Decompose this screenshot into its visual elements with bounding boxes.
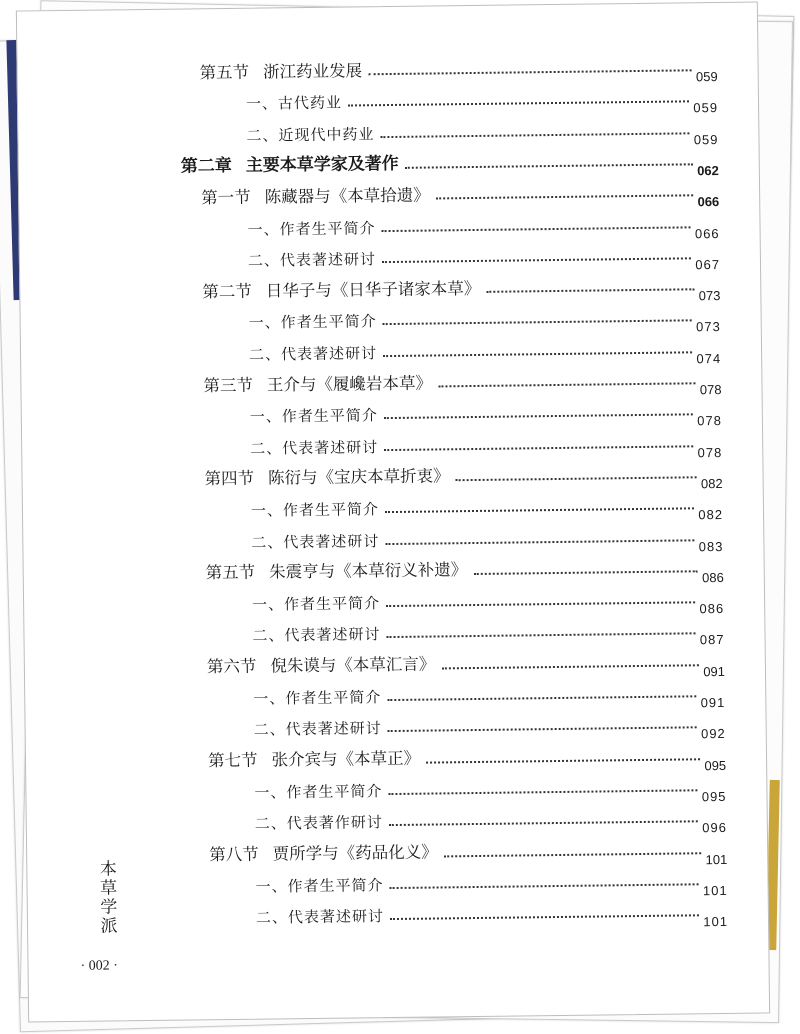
toc-entry-title: 二、代表著述研讨: [247, 249, 377, 270]
dot-leader: [436, 194, 694, 199]
dot-leader: [444, 852, 702, 857]
toc-entry-page-number: 067: [695, 256, 721, 273]
toc-subsection-entry: [247, 329, 722, 366]
toc-subsection-entry: [244, 78, 719, 116]
toc-section-entry: [201, 172, 720, 210]
toc-entry-title: 二、代表著述研讨: [253, 719, 382, 740]
toc-entry-number: 第四节: [204, 469, 255, 489]
toc-entry-page-number: 078: [697, 413, 723, 429]
toc-entry-number: 第八节: [209, 844, 259, 865]
toc-entry-title: 一、作者生平简介: [249, 406, 378, 427]
dot-leader: [473, 570, 698, 575]
toc-entry-title: 浙江药业发展: [262, 60, 363, 82]
toc-entry-title: 二、代表著述研讨: [250, 437, 379, 458]
toc-entry-page-number: 095: [704, 757, 727, 773]
toc-entry-title: 贾所学与《药品化义》: [272, 842, 438, 864]
toc-entry-page-number: 096: [702, 820, 727, 836]
toc-subsection-entry: [249, 485, 724, 523]
toc-entry-title: 倪朱谟与《本草汇言》: [270, 654, 436, 676]
toc-subsection-entry: [248, 423, 723, 460]
dot-leader: [384, 414, 693, 420]
toc-subsection-entry: [245, 203, 720, 241]
dot-leader: [368, 69, 692, 75]
toc-entry-number: 第七节: [207, 750, 258, 771]
toc-entry-page-number: 074: [696, 350, 722, 366]
dot-leader: [389, 820, 698, 826]
toc-entry-number: 第五节: [205, 562, 256, 583]
toc-entry-page-number: 059: [693, 131, 719, 147]
toc-entry-title: 二、代表著述研讨: [252, 625, 381, 646]
toc-entry-page-number: 092: [700, 726, 726, 742]
toc-section-entry: [202, 266, 721, 304]
toc-entry-title: 二、代表著述研讨: [248, 343, 378, 364]
toc-entry-page-number: 091: [703, 663, 726, 679]
toc-entry-title: 一、作者生平简介: [252, 594, 381, 614]
toc-section-entry: [204, 454, 723, 492]
dot-leader: [380, 132, 689, 138]
dot-leader: [486, 288, 694, 293]
dot-leader: [390, 914, 699, 920]
toc-entry-number: 第六节: [206, 656, 257, 677]
toc-subsection-entry: [250, 610, 725, 648]
toc-entry-page-number: 073: [698, 288, 721, 304]
toc-subsection-entry: [253, 798, 727, 836]
toc-entry-page-number: 082: [698, 507, 724, 523]
toc-subsection-entry: [248, 391, 723, 429]
dot-leader: [456, 476, 697, 481]
dot-leader: [438, 382, 696, 387]
toc-entry-number: 第二章: [180, 155, 232, 177]
dot-leader: [382, 226, 691, 232]
toc-entry-title: 一、古代药业: [245, 93, 343, 114]
toc-subsection-entry: [250, 579, 725, 617]
toc-entry-page-number: 083: [698, 538, 724, 554]
toc-entry-title: 一、作者生平简介: [254, 782, 383, 802]
toc-entry-page-number: 095: [701, 788, 727, 805]
toc-section-entry: [207, 736, 727, 773]
toc-subsection-entry: [252, 767, 727, 805]
dot-leader: [405, 163, 693, 169]
toc-entry-title: 朱震亨与《本草衍义补遗》: [269, 560, 468, 582]
toc-entry-title: 主要本草学家及著作: [245, 153, 399, 176]
toc-entry-title: 一、作者生平简介: [250, 500, 380, 520]
running-side-title: 本草学派: [99, 859, 118, 937]
toc-entry-title: 陈藏器与《本草拾遗》: [264, 185, 430, 207]
toc-entry-page-number: 059: [695, 69, 718, 85]
toc-subsection-entry: [246, 297, 721, 335]
dot-leader: [348, 101, 689, 107]
toc-entry-page-number: 078: [697, 444, 723, 460]
toc-entry-title: 二、代表著作研讨: [254, 813, 383, 833]
toc-entry-page-number: 073: [695, 319, 721, 335]
toc-section-entry: [206, 642, 726, 679]
dot-leader: [441, 664, 699, 669]
dot-leader: [387, 633, 696, 639]
toc-subsection-entry: [244, 110, 719, 147]
dot-leader: [383, 351, 692, 357]
toc-entry-title: 一、作者生平简介: [248, 312, 377, 333]
toc-entry-title: 二、代表著述研讨: [255, 907, 385, 927]
toc-entry-page-number: 091: [700, 694, 726, 711]
toc-entry-title: 王介与《履巉岩本草》: [266, 373, 433, 395]
dot-leader: [385, 539, 694, 545]
toc-section-entry: [205, 548, 724, 586]
toc-entry-number: 第二节: [202, 281, 252, 301]
dot-leader: [382, 257, 691, 263]
dot-leader: [383, 320, 692, 326]
toc-subsection-entry: [246, 235, 721, 273]
toc-entry-page-number: 086: [699, 601, 725, 617]
toc-entry-page-number: 066: [697, 194, 720, 210]
toc-subsection-entry: [254, 892, 729, 930]
dot-leader: [388, 727, 697, 733]
dot-leader: [390, 883, 699, 889]
toc-entry-number: 第一节: [201, 187, 251, 208]
toc-subsection-entry: [251, 704, 726, 742]
dot-leader: [385, 508, 694, 514]
toc-entry-title: 一、作者生平简介: [255, 875, 384, 896]
toc-section-entry: [209, 829, 728, 867]
toc-entry-title: 二、代表著述研讨: [251, 531, 380, 552]
toc-entry-title: 一、作者生平简介: [247, 218, 376, 239]
toc-entry-page-number: 078: [699, 381, 722, 398]
dot-leader: [388, 789, 697, 795]
toc-entry-title: 张介宾与《本草正》: [271, 748, 421, 770]
toc-entry-page-number: 059: [693, 100, 719, 116]
toc-entry-title: 二、近现代中药业: [246, 124, 375, 145]
dot-leader: [387, 695, 696, 701]
toc-entry-page-number: 062: [697, 162, 719, 179]
dot-leader: [384, 445, 693, 451]
toc-entry-number: 第五节: [199, 62, 250, 82]
toc-entry-title: 一、作者生平简介: [253, 688, 382, 708]
toc-subsection-entry: [249, 516, 724, 554]
toc-entry-page-number: 086: [702, 569, 724, 586]
toc-entry-number: 第三节: [203, 375, 254, 395]
toc-entry-page-number: 101: [702, 882, 728, 899]
toc-entry-page-number: 087: [699, 632, 725, 648]
toc-entry-page-number: 082: [700, 475, 723, 492]
toc-entry-title: 陈衍与《宝庆本草折衷》: [267, 466, 450, 488]
toc-entry-page-number: 066: [694, 225, 720, 241]
toc-section-entry: [203, 360, 722, 398]
toc-entry-page-number: 101: [705, 851, 728, 867]
toc-entry-page-number: 101: [703, 914, 729, 930]
dot-leader: [386, 601, 695, 607]
toc-chapter-entry: [180, 141, 719, 179]
toc-section-entry: [199, 47, 718, 85]
toc-page: [16, 2, 770, 1023]
dot-leader: [426, 758, 700, 763]
page-number: · 002 ·: [80, 958, 118, 974]
toc-entry-title: 日华子与《日华子诸家本草》: [265, 278, 481, 301]
toc-subsection-entry: [253, 861, 728, 899]
toc-subsection-entry: [251, 673, 726, 711]
